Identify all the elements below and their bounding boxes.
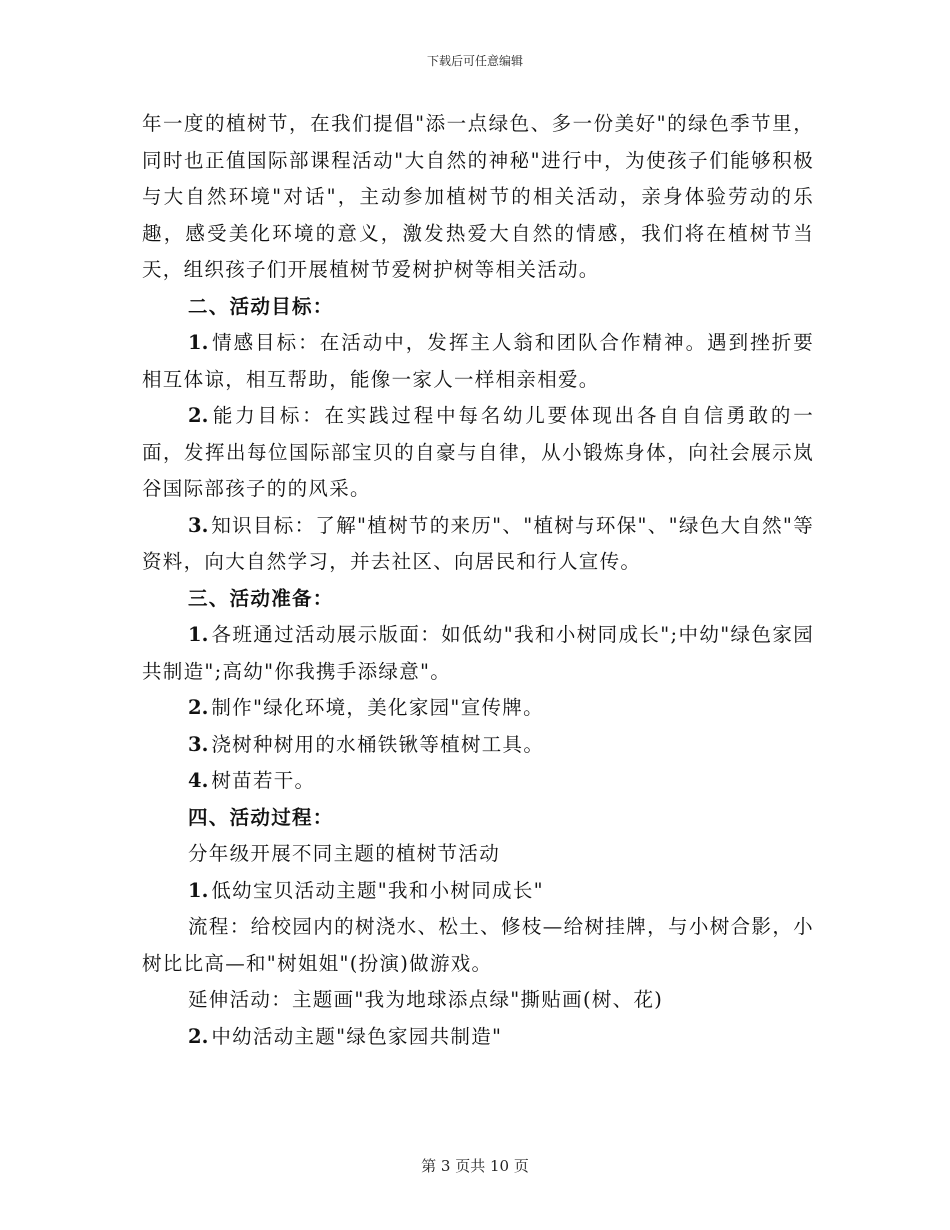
goal-item-ability: 2. 能力目标：在实践过程中每名幼儿要体现出各自自信勇敢的一面，发挥出每位国际部宝贝的自豪与自律，从小锻炼身体，向社会展示岚谷国际部孩子的的风采。 — [142, 404, 814, 500]
page-footer: 第 3 页共 10 页 — [421, 1157, 529, 1175]
goal-item-knowledge: 3. 知识目标：了解"植树节的来历"、"植树与环保"、"绿色大自然"等资料，向大自然学习，并去社区、向居民和行人宣传。 — [142, 513, 814, 573]
process-item-1: 1. 低幼宝贝活动主题"我和小树同成长" — [188, 878, 544, 902]
process-item-2: 2. 中幼活动主题"绿色家园共制造" — [188, 1024, 503, 1048]
section-heading-goals: 二、活动目标： — [188, 294, 334, 318]
document-body — [142, 106, 814, 1055]
intro-paragraph: 年一度的植树节，在我们提倡"添一点绿色、多一份美好"的绿色季节里，同时也正值国际部课程活动"大自然的神秘"进行中，为使孩子们能够积极与大自然环境"对话"，主动参加植树节的相关活动，亲身体验劳动的乐趣，感受美化环境的意义，激发热爱大自然的情感，我们将在植树节当天，组织孩子们开展植树节爱树护树等相关活动。 — [142, 112, 814, 281]
page-header: 下载后可任意编辑 — [426, 54, 523, 68]
goal-item-emotion: 1. 情感目标：在活动中，发挥主人翁和团队合作精神。遇到挫折要相互体谅，相互帮助，能像一家人一样相亲相爱。 — [142, 331, 814, 391]
prep-item-1: 1. 各班通过活动展示版面：如低幼"我和小树同成长";中幼"绿色家园共制造";高幼"你我携手添绿意"。 — [142, 623, 814, 683]
process-intro: 分年级开展不同主题的植树节活动 — [188, 842, 501, 865]
section-heading-process: 四、活动过程： — [188, 805, 334, 829]
process-extension: 延伸活动：主题画"我为地球添点绿"撕贴画(树、花) — [188, 988, 664, 1011]
process-flow: 流程：给校园内的树浇水、松土、修枝—给树挂牌，与小树合影，小树比比高—和"树姐姐"(扮演)做游戏。 — [142, 915, 814, 975]
section-heading-preparation: 三、活动准备： — [188, 586, 334, 610]
prep-item-4: 4. 树苗若干。 — [188, 769, 316, 792]
prep-item-3: 3. 浇树种树用的水桶铁锹等植树工具。 — [188, 732, 545, 756]
prep-item-2: 2. 制作"绿化环境，美化家园"宣传牌。 — [188, 696, 544, 719]
